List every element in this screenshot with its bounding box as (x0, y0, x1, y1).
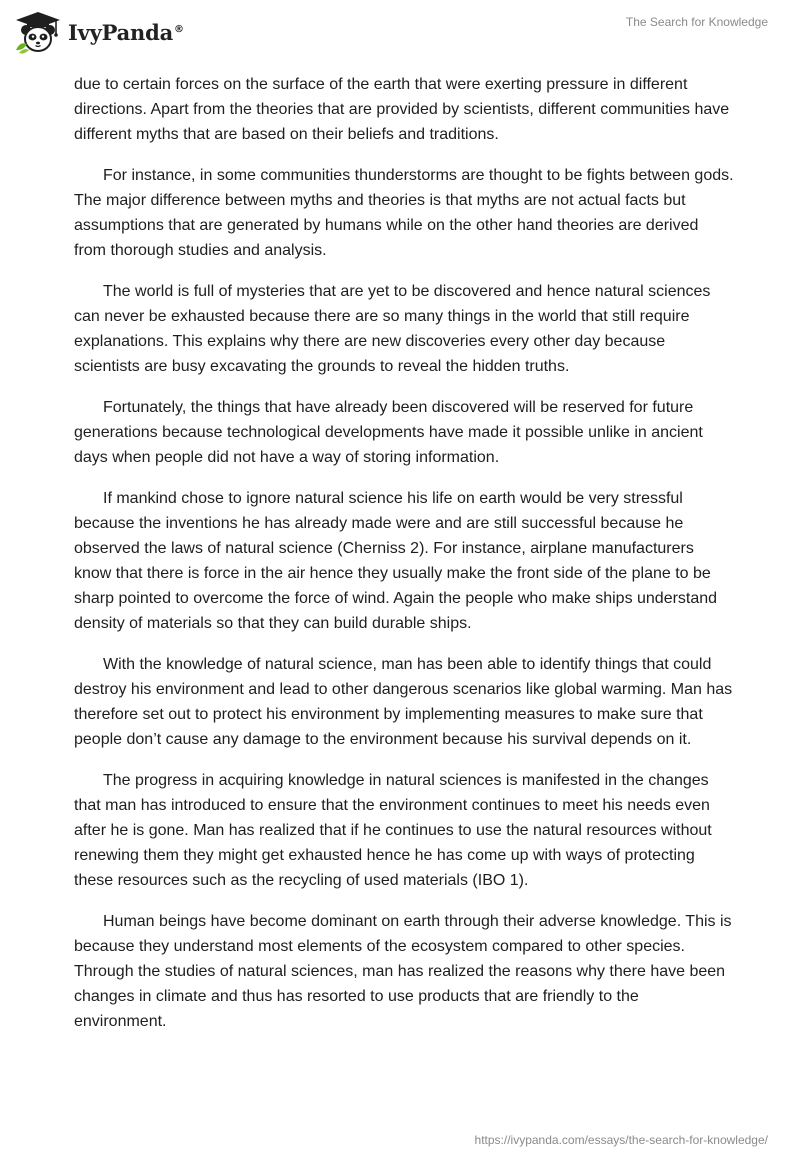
document-title: The Search for Knowledge (625, 15, 768, 29)
ivypanda-logo[interactable] (14, 10, 184, 54)
paragraph: For instance, in some communities thunderstorms are thought to be fights between gods. The major difference between myths and theories is that myths are not actual facts but assumptions that are generated by humans while on the other hand theories are derived from thorough studies and analysis. (74, 167, 734, 259)
paragraph: If mankind chose to ignore natural science his life on earth would be very stressful because the inventions he has already made were and are still successful because he observed the laws of natural science (Cherniss 2). For instance, airplane manufacturers know that there is force in the air hence they usually make the front side of the plane to be sharp pointed to overcome the force of wind. Again the people who make ships understand density of materials so that they can build durable ships. (74, 490, 718, 632)
registered-mark: ® (174, 23, 184, 35)
panda-graduation-cap-icon (14, 10, 62, 54)
paragraph: The progress in acquiring knowledge in natural sciences is manifested in the changes that man has introduced to ensure that the environment continues to meet his needs even after he is gone. Man has realized that if he continues to use the natural resources without renewing them they might get exhausted hence he has come up with ways of protecting these resources such as the recycling of used materials (IBO 1). (74, 772, 712, 889)
paragraph: Fortunately, the things that have already been discovered will be reserved for future generations because technological developments have made it possible unlike in ancient days when people did not have a way of storing information. (74, 399, 703, 466)
source-url[interactable]: https://ivypanda.com/essays/the-search-for-knowledge/ (474, 1133, 768, 1147)
paragraph: Human beings have become dominant on earth through their adverse knowledge. This is because they understand most elements of the ecosystem compared to other species. Through the studies of natural sciences, man has realized the reasons why there have been changes in climate and thus has resorted to use products that are friendly to the environment. (74, 913, 732, 1030)
paragraph: The world is full of mysteries that are yet to be discovered and hence natural sciences can never be exhausted because there are so many things in the world that still require explanations. This explains why there are new discoveries every other day because scientists are busy excavating the grounds to reveal the hidden truths. (74, 283, 711, 375)
page-header (0, 0, 800, 70)
brand-name: IvyPanda® (68, 19, 184, 45)
paragraph: due to certain forces on the surface of the earth that were exerting pressure in different directions. Apart from the theories that are provided by scientists, different communities have different myths that are based on their beliefs and traditions. (74, 76, 730, 143)
essay-body (74, 72, 734, 1050)
paragraph: With the knowledge of natural science, man has been able to identify things that could destroy his environment and lead to other dangerous scenarios like global warming. Man has therefore set out to protect his environment by implementing measures to make sure that people don’t cause any damage to the environment because his survival depends on it. (74, 656, 733, 748)
